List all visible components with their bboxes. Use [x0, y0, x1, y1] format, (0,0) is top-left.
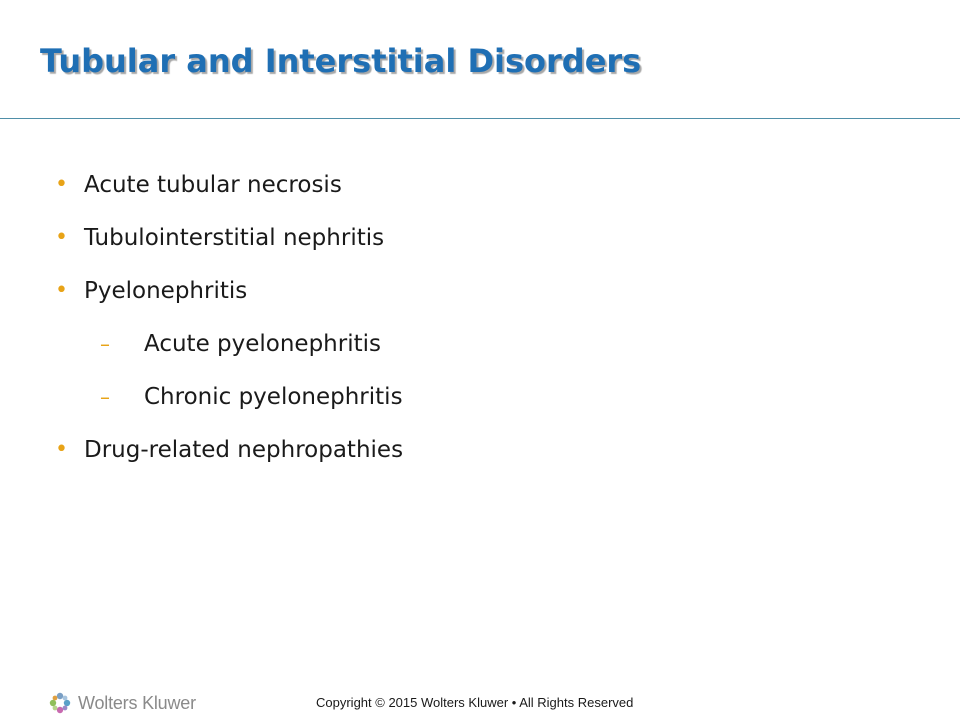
bullet-item [0, 160, 960, 213]
bullet-item [0, 213, 960, 266]
bullet-text: Tubulointerstitial nephritis [84, 225, 385, 251]
bullet-text: Drug-related nephropathies [84, 437, 404, 463]
sub-bullet-text: Chronic pyelonephritis [144, 384, 403, 410]
bullet-marker: • [55, 172, 68, 197]
bullet-marker: • [55, 225, 68, 250]
slide-title: Tubular and Interstitial Disorders [40, 42, 642, 80]
bullet-text: Pyelonephritis [84, 278, 248, 304]
bullet-item [0, 266, 960, 319]
title-divider [0, 118, 960, 119]
footer-logo [48, 689, 196, 717]
copyright-notice: Copyright © 2015 Wolters Kluwer • All Rights Reserved [316, 695, 634, 710]
bullet-marker: • [55, 278, 68, 303]
sub-bullet-marker: – [100, 332, 110, 356]
wolters-kluwer-logo-icon [48, 691, 72, 715]
logo-text: Wolters Kluwer [78, 692, 196, 713]
bullet-item [0, 425, 960, 478]
bullet-list [0, 160, 960, 478]
sub-bullet-item [0, 319, 960, 372]
sub-bullet-text: Acute pyelonephritis [144, 331, 381, 357]
sub-bullet-item [0, 372, 960, 425]
sub-bullet-marker: – [100, 385, 110, 409]
bullet-text: Acute tubular necrosis [84, 172, 342, 198]
bullet-marker: • [55, 437, 68, 462]
